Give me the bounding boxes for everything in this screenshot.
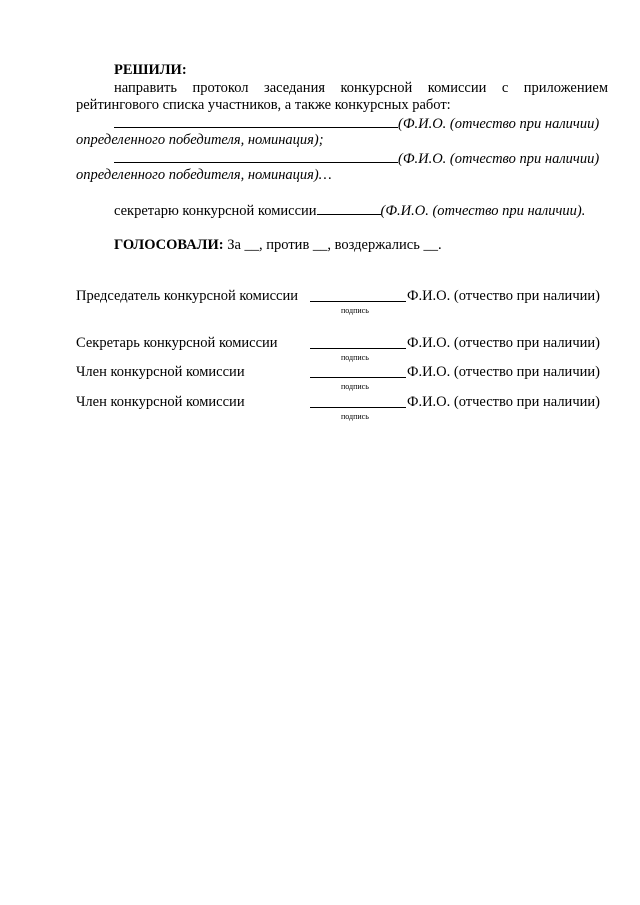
winner-1-details: определенного победителя, номинация); <box>76 132 324 148</box>
signature-row-secretary-fio: Ф.И.О. (отчество при наличии) <box>407 335 600 351</box>
signature-row-member-2-fio: Ф.И.О. (отчество при наличии) <box>407 394 600 410</box>
secretary-prefix: секретарю конкурсной комиссии <box>114 203 317 219</box>
winner-1-fio: (Ф.И.О. (отчество при наличии) <box>398 116 600 132</box>
signature-row-chair-line <box>310 289 406 302</box>
secretary-fio: (Ф.И.О. (отчество при наличии). <box>380 203 586 219</box>
secretary-line <box>114 202 585 220</box>
winner-1-blank <box>114 115 398 128</box>
signature-row-secretary-caption: подпись <box>341 353 369 362</box>
signature-row-member-1-caption: подпись <box>341 382 369 391</box>
signature-row-member-1-line <box>310 365 406 378</box>
signature-row-secretary-role: Секретарь конкурсной комиссии <box>76 335 278 351</box>
signature-row-secretary-line <box>310 336 406 349</box>
decided-heading: РЕШИЛИ: <box>114 62 187 78</box>
signature-row-member-2-role: Член конкурсной комиссии <box>76 394 245 410</box>
signature-row-member-1-role: Член конкурсной комиссии <box>76 364 245 380</box>
winner-2-line <box>114 150 599 168</box>
signature-row-member-1-fio: Ф.И.О. (отчество при наличии) <box>407 364 600 380</box>
voted-line <box>114 237 442 254</box>
winner-2-blank <box>114 150 398 163</box>
signature-row-member-2-line <box>310 395 406 408</box>
winner-2-fio: (Ф.И.О. (отчество при наличии) <box>398 151 600 167</box>
signature-row-chair-role: Председатель конкурсной комиссии <box>76 288 298 304</box>
voted-heading: ГОЛОСОВАЛИ: <box>114 237 224 253</box>
winner-1-line <box>114 115 599 133</box>
decided-line-1: направить протокол заседания конкурсной комиссии с приложением <box>114 80 608 96</box>
voted-text: За __, против __, воздержались __. <box>227 237 442 253</box>
signature-row-chair-caption: подпись <box>341 306 369 315</box>
decided-line-2: рейтингового списка участников, а также конкурсных работ: <box>76 97 451 113</box>
signature-row-member-2-caption: подпись <box>341 412 369 421</box>
secretary-blank <box>317 202 381 215</box>
winner-2-details: определенного победителя, номинация)… <box>76 167 332 183</box>
signature-row-chair-fio: Ф.И.О. (отчество при наличии) <box>407 288 600 304</box>
